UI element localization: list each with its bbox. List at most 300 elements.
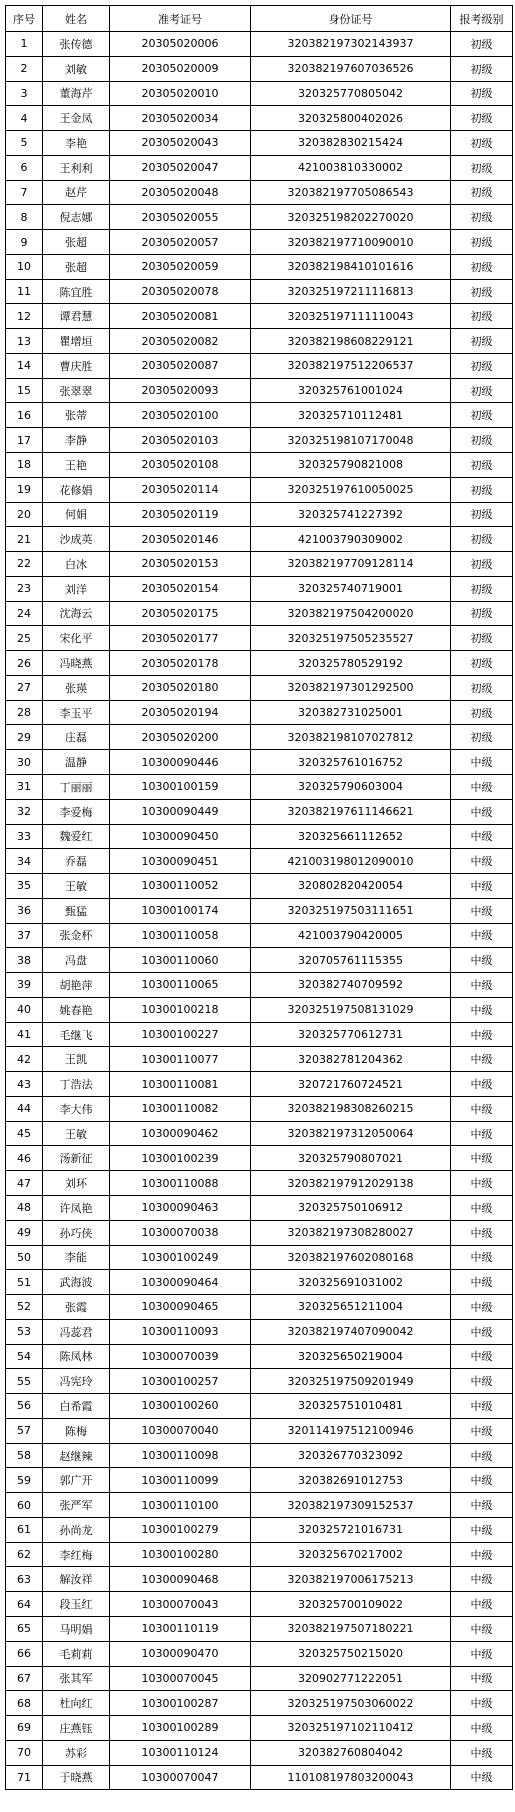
cell-id-number: 320325710112481: [251, 403, 451, 428]
cell-id-number: 320325651211004: [251, 1295, 451, 1320]
cell-exam-level: 初级: [451, 453, 513, 478]
cell-ticket-number: 20305020103: [110, 428, 251, 453]
cell-exam-level: 中级: [451, 1468, 513, 1493]
cell-name: 杜向红: [43, 1691, 110, 1716]
cell-name: 白希霞: [43, 1394, 110, 1419]
cell-id-number: 320325740719001: [251, 576, 451, 601]
cell-exam-level: 中级: [451, 1245, 513, 1270]
cell-ticket-number: 20305020108: [110, 453, 251, 478]
cell-ticket-number: 10300110081: [110, 1072, 251, 1097]
cell-ticket-number: 10300090465: [110, 1295, 251, 1320]
cell-index: 49: [6, 1220, 43, 1245]
cell-exam-level: 中级: [451, 1072, 513, 1097]
cell-name: 刘洋: [43, 576, 110, 601]
cell-ticket-number: 10300110077: [110, 1047, 251, 1072]
cell-exam-level: 中级: [451, 774, 513, 799]
cell-name: 张霞: [43, 1295, 110, 1320]
cell-id-number: 320382197308280027: [251, 1220, 451, 1245]
cell-exam-level: 初级: [451, 626, 513, 651]
cell-ticket-number: 10300110082: [110, 1096, 251, 1121]
cell-name: 张金杯: [43, 923, 110, 948]
cell-index: 34: [6, 849, 43, 874]
cell-exam-level: 中级: [451, 923, 513, 948]
cell-id-number: 320705761115355: [251, 948, 451, 973]
table-row: [6, 1369, 513, 1394]
cell-index: 5: [6, 131, 43, 156]
cell-exam-level: 初级: [451, 304, 513, 329]
cell-name: 许凤艳: [43, 1195, 110, 1220]
cell-ticket-number: 20305020009: [110, 56, 251, 81]
cell-id-number: 320325197610050025: [251, 477, 451, 502]
cell-ticket-number: 10300110088: [110, 1171, 251, 1196]
cell-ticket-number: 20305020034: [110, 106, 251, 131]
cell-index: 65: [6, 1617, 43, 1642]
cell-id-number: 320325790807021: [251, 1146, 451, 1171]
cell-id-number: 320325691031002: [251, 1270, 451, 1295]
cell-exam-level: 中级: [451, 1096, 513, 1121]
cell-id-number: 320382197709128114: [251, 552, 451, 577]
cell-name: 李大伟: [43, 1096, 110, 1121]
table-row: [6, 1691, 513, 1716]
table-row: [6, 1344, 513, 1369]
cell-name: 李静: [43, 428, 110, 453]
table-row: [6, 973, 513, 998]
cell-ticket-number: 10300110060: [110, 948, 251, 973]
cell-id-number: 320382740709592: [251, 973, 451, 998]
cell-name: 张超: [43, 230, 110, 255]
table-row: [6, 230, 513, 255]
cell-index: 15: [6, 378, 43, 403]
cell-name: 毛继飞: [43, 1022, 110, 1047]
cell-ticket-number: 20305020180: [110, 675, 251, 700]
cell-index: 10: [6, 254, 43, 279]
cell-ticket-number: 10300100287: [110, 1691, 251, 1716]
table-row: [6, 1666, 513, 1691]
cell-index: 50: [6, 1245, 43, 1270]
cell-id-number: 320325650219004: [251, 1344, 451, 1369]
cell-id-number: 320382197312050064: [251, 1121, 451, 1146]
table-row: [6, 774, 513, 799]
cell-name: 甄猛: [43, 898, 110, 923]
table-row: [6, 1567, 513, 1592]
table-row: [6, 1542, 513, 1567]
cell-name: 李爱梅: [43, 799, 110, 824]
cell-id-number: 320325761016752: [251, 750, 451, 775]
cell-exam-level: 中级: [451, 1344, 513, 1369]
table-row: [6, 824, 513, 849]
cell-exam-level: 初级: [451, 403, 513, 428]
cell-index: 4: [6, 106, 43, 131]
table-row: [6, 1171, 513, 1196]
table-row: [6, 1022, 513, 1047]
header-name: 姓名: [43, 6, 110, 32]
cell-exam-level: 中级: [451, 1047, 513, 1072]
table-row: [6, 1740, 513, 1765]
cell-ticket-number: 20305020043: [110, 131, 251, 156]
cell-index: 44: [6, 1096, 43, 1121]
table-row: [6, 626, 513, 651]
cell-id-number: 320325670217002: [251, 1542, 451, 1567]
cell-id-number: 320382197006175213: [251, 1567, 451, 1592]
cell-id-number: 320382731025001: [251, 700, 451, 725]
cell-exam-level: 初级: [451, 81, 513, 106]
cell-id-number: 320382197602080168: [251, 1245, 451, 1270]
cell-ticket-number: 10300110124: [110, 1740, 251, 1765]
cell-index: 48: [6, 1195, 43, 1220]
cell-ticket-number: 20305020114: [110, 477, 251, 502]
cell-id-number: 320325197111110043: [251, 304, 451, 329]
table-row: [6, 378, 513, 403]
cell-exam-level: 初级: [451, 230, 513, 255]
cell-id-number: 320325197503060022: [251, 1691, 451, 1716]
cell-name: 沈海云: [43, 601, 110, 626]
cell-ticket-number: 20305020178: [110, 651, 251, 676]
cell-id-number: 320325770612731: [251, 1022, 451, 1047]
cell-index: 38: [6, 948, 43, 973]
cell-index: 23: [6, 576, 43, 601]
header-index: 序号: [6, 6, 43, 32]
table-row: [6, 725, 513, 750]
cell-ticket-number: 20305020006: [110, 32, 251, 57]
cell-ticket-number: 10300110093: [110, 1319, 251, 1344]
cell-ticket-number: 10300070040: [110, 1418, 251, 1443]
cell-exam-level: 中级: [451, 1740, 513, 1765]
cell-exam-level: 初级: [451, 353, 513, 378]
table-row: [6, 1443, 513, 1468]
cell-exam-level: 中级: [451, 1691, 513, 1716]
cell-exam-level: 初级: [451, 700, 513, 725]
cell-name: 庄燕钰: [43, 1716, 110, 1741]
cell-exam-level: 初级: [451, 552, 513, 577]
cell-id-number: 320325770805042: [251, 81, 451, 106]
header-exam-level: 报考级别: [451, 6, 513, 32]
table-row: [6, 155, 513, 180]
cell-name: 姚春艳: [43, 997, 110, 1022]
cell-ticket-number: 10300100260: [110, 1394, 251, 1419]
cell-name: 倪志娜: [43, 205, 110, 230]
cell-index: 13: [6, 329, 43, 354]
cell-index: 30: [6, 750, 43, 775]
cell-id-number: 320325197211116813: [251, 279, 451, 304]
table-row: [6, 56, 513, 81]
table-row: [6, 1047, 513, 1072]
cell-name: 刘环: [43, 1171, 110, 1196]
cell-name: 张蒂: [43, 403, 110, 428]
cell-index: 61: [6, 1517, 43, 1542]
cell-name: 曹庆胜: [43, 353, 110, 378]
table-row: [6, 81, 513, 106]
cell-index: 35: [6, 874, 43, 899]
cell-id-number: 320325721016731: [251, 1517, 451, 1542]
table-row: [6, 502, 513, 527]
cell-ticket-number: 10300110058: [110, 923, 251, 948]
cell-exam-level: 中级: [451, 1617, 513, 1642]
table-body: [6, 32, 513, 1790]
cell-ticket-number: 10300090451: [110, 849, 251, 874]
cell-index: 20: [6, 502, 43, 527]
cell-index: 3: [6, 81, 43, 106]
cell-name: 赵芹: [43, 180, 110, 205]
cell-id-number: 320382197407090042: [251, 1319, 451, 1344]
cell-exam-level: 中级: [451, 849, 513, 874]
cell-index: 26: [6, 651, 43, 676]
table-row: [6, 1146, 513, 1171]
cell-index: 7: [6, 180, 43, 205]
cell-id-number: 320325800402026: [251, 106, 451, 131]
cell-exam-level: 初级: [451, 576, 513, 601]
table-row: [6, 1121, 513, 1146]
cell-ticket-number: 10300110098: [110, 1443, 251, 1468]
table-row: [6, 1716, 513, 1741]
cell-index: 39: [6, 973, 43, 998]
cell-name: 王金凤: [43, 106, 110, 131]
cell-ticket-number: 20305020177: [110, 626, 251, 651]
cell-ticket-number: 20305020153: [110, 552, 251, 577]
cell-exam-level: 中级: [451, 1146, 513, 1171]
cell-name: 李玉平: [43, 700, 110, 725]
table-row: [6, 527, 513, 552]
cell-index: 52: [6, 1295, 43, 1320]
cell-id-number: 320382198107027812: [251, 725, 451, 750]
cell-index: 45: [6, 1121, 43, 1146]
table-row: [6, 997, 513, 1022]
cell-id-number: 320325750215020: [251, 1641, 451, 1666]
cell-index: 37: [6, 923, 43, 948]
table-row: [6, 576, 513, 601]
cell-name: 毛莉莉: [43, 1641, 110, 1666]
cell-id-number: 320325750106912: [251, 1195, 451, 1220]
cell-exam-level: 中级: [451, 1369, 513, 1394]
cell-id-number: 320382198410101616: [251, 254, 451, 279]
cell-name: 王敏: [43, 1121, 110, 1146]
cell-index: 29: [6, 725, 43, 750]
cell-ticket-number: 20305020010: [110, 81, 251, 106]
cell-name: 张其军: [43, 1666, 110, 1691]
cell-id-number: 320325780529192: [251, 651, 451, 676]
cell-exam-level: 初级: [451, 180, 513, 205]
cell-id-number: 320325751010481: [251, 1394, 451, 1419]
cell-exam-level: 中级: [451, 997, 513, 1022]
cell-exam-level: 中级: [451, 1716, 513, 1741]
cell-id-number: 320325197503111651: [251, 898, 451, 923]
table-row: [6, 329, 513, 354]
cell-name: 宋化平: [43, 626, 110, 651]
cell-index: 60: [6, 1493, 43, 1518]
cell-index: 12: [6, 304, 43, 329]
table-row: [6, 1517, 513, 1542]
table-row: [6, 205, 513, 230]
cell-exam-level: 初级: [451, 477, 513, 502]
cell-name: 赵继辣: [43, 1443, 110, 1468]
cell-index: 9: [6, 230, 43, 255]
cell-exam-level: 初级: [451, 56, 513, 81]
cell-name: 王凯: [43, 1047, 110, 1072]
cell-index: 64: [6, 1592, 43, 1617]
table-header-row: [6, 6, 513, 32]
candidate-table: [5, 5, 513, 1790]
cell-exam-level: 中级: [451, 1641, 513, 1666]
cell-id-number: 320325790603004: [251, 774, 451, 799]
cell-ticket-number: 10300100174: [110, 898, 251, 923]
cell-id-number: 320325761001024: [251, 378, 451, 403]
cell-ticket-number: 10300110052: [110, 874, 251, 899]
cell-index: 47: [6, 1171, 43, 1196]
cell-name: 于晓燕: [43, 1765, 110, 1790]
cell-exam-level: 中级: [451, 750, 513, 775]
cell-name: 冯蕊君: [43, 1319, 110, 1344]
table-row: [6, 1270, 513, 1295]
cell-exam-level: 初级: [451, 378, 513, 403]
cell-index: 19: [6, 477, 43, 502]
cell-id-number: 320325700109022: [251, 1592, 451, 1617]
cell-index: 58: [6, 1443, 43, 1468]
table-row: [6, 948, 513, 973]
cell-index: 2: [6, 56, 43, 81]
cell-exam-level: 中级: [451, 1270, 513, 1295]
table-row: [6, 898, 513, 923]
cell-id-number: 110108197803200043: [251, 1765, 451, 1790]
cell-index: 62: [6, 1542, 43, 1567]
cell-ticket-number: 20305020194: [110, 700, 251, 725]
cell-exam-level: 初级: [451, 254, 513, 279]
cell-exam-level: 中级: [451, 1220, 513, 1245]
cell-exam-level: 中级: [451, 1394, 513, 1419]
cell-exam-level: 中级: [451, 824, 513, 849]
table-row: [6, 1220, 513, 1245]
cell-ticket-number: 10300090449: [110, 799, 251, 824]
cell-exam-level: 初级: [451, 205, 513, 230]
cell-index: 54: [6, 1344, 43, 1369]
table-row: [6, 279, 513, 304]
cell-ticket-number: 20305020175: [110, 601, 251, 626]
cell-id-number: 320382197504200020: [251, 601, 451, 626]
cell-index: 69: [6, 1716, 43, 1741]
cell-ticket-number: 10300110100: [110, 1493, 251, 1518]
table-row: [6, 1418, 513, 1443]
cell-ticket-number: 10300070043: [110, 1592, 251, 1617]
table-row: [6, 923, 513, 948]
cell-index: 59: [6, 1468, 43, 1493]
cell-id-number: 320114197512100946: [251, 1418, 451, 1443]
cell-id-number: 421003790420005: [251, 923, 451, 948]
table-row: [6, 1072, 513, 1097]
cell-ticket-number: 20305020078: [110, 279, 251, 304]
cell-exam-level: 中级: [451, 1319, 513, 1344]
cell-name: 王利利: [43, 155, 110, 180]
cell-index: 56: [6, 1394, 43, 1419]
cell-ticket-number: 10300100257: [110, 1369, 251, 1394]
cell-index: 21: [6, 527, 43, 552]
cell-ticket-number: 20305020100: [110, 403, 251, 428]
table-row: [6, 651, 513, 676]
cell-exam-level: 初级: [451, 131, 513, 156]
cell-ticket-number: 10300090462: [110, 1121, 251, 1146]
cell-exam-level: 初级: [451, 675, 513, 700]
cell-ticket-number: 10300100227: [110, 1022, 251, 1047]
cell-name: 陈宜胜: [43, 279, 110, 304]
table-row: [6, 1245, 513, 1270]
cell-id-number: 320382197607036526: [251, 56, 451, 81]
cell-exam-level: 初级: [451, 725, 513, 750]
cell-id-number: 320382197302143937: [251, 32, 451, 57]
cell-name: 沙成英: [43, 527, 110, 552]
cell-ticket-number: 10300090468: [110, 1567, 251, 1592]
table-row: [6, 1641, 513, 1666]
table-row: [6, 1592, 513, 1617]
cell-ticket-number: 20305020154: [110, 576, 251, 601]
cell-ticket-number: 10300110065: [110, 973, 251, 998]
cell-name: 张翠翠: [43, 378, 110, 403]
cell-exam-level: 中级: [451, 1765, 513, 1790]
cell-name: 胡艳萍: [43, 973, 110, 998]
cell-exam-level: 中级: [451, 948, 513, 973]
cell-ticket-number: 10300090446: [110, 750, 251, 775]
table-row: [6, 1319, 513, 1344]
cell-exam-level: 中级: [451, 1542, 513, 1567]
cell-exam-level: 初级: [451, 106, 513, 131]
cell-id-number: 320382197507180221: [251, 1617, 451, 1642]
cell-exam-level: 中级: [451, 799, 513, 824]
cell-index: 6: [6, 155, 43, 180]
cell-id-number: 320382197912029138: [251, 1171, 451, 1196]
cell-name: 张严军: [43, 1493, 110, 1518]
table-row: [6, 304, 513, 329]
cell-name: 何娟: [43, 502, 110, 527]
table-row: [6, 428, 513, 453]
cell-id-number: 320382830215424: [251, 131, 451, 156]
cell-name: 陈梅: [43, 1418, 110, 1443]
cell-id-number: 320382197301292500: [251, 675, 451, 700]
cell-name: 温静: [43, 750, 110, 775]
cell-exam-level: 初级: [451, 279, 513, 304]
cell-ticket-number: 20305020048: [110, 180, 251, 205]
cell-ticket-number: 10300090464: [110, 1270, 251, 1295]
cell-index: 71: [6, 1765, 43, 1790]
table-row: [6, 874, 513, 899]
cell-ticket-number: 10300100239: [110, 1146, 251, 1171]
cell-index: 36: [6, 898, 43, 923]
cell-id-number: 320802820420054: [251, 874, 451, 899]
cell-index: 70: [6, 1740, 43, 1765]
cell-id-number: 421003198012090010: [251, 849, 451, 874]
cell-ticket-number: 10300100159: [110, 774, 251, 799]
cell-id-number: 421003810330002: [251, 155, 451, 180]
cell-name: 白冰: [43, 552, 110, 577]
cell-id-number: 421003790309002: [251, 527, 451, 552]
cell-name: 谭君慧: [43, 304, 110, 329]
cell-index: 16: [6, 403, 43, 428]
table-row: [6, 675, 513, 700]
cell-index: 11: [6, 279, 43, 304]
cell-name: 王艳: [43, 453, 110, 478]
cell-exam-level: 中级: [451, 1171, 513, 1196]
cell-index: 55: [6, 1369, 43, 1394]
cell-exam-level: 中级: [451, 898, 513, 923]
table-row: [6, 601, 513, 626]
cell-name: 李红梅: [43, 1542, 110, 1567]
cell-ticket-number: 10300100279: [110, 1517, 251, 1542]
cell-name: 段玉红: [43, 1592, 110, 1617]
cell-index: 67: [6, 1666, 43, 1691]
cell-name: 丁丽丽: [43, 774, 110, 799]
table-row: [6, 1394, 513, 1419]
cell-ticket-number: 10300100280: [110, 1542, 251, 1567]
cell-exam-level: 中级: [451, 1195, 513, 1220]
cell-ticket-number: 20305020081: [110, 304, 251, 329]
cell-ticket-number: 10300100289: [110, 1716, 251, 1741]
cell-ticket-number: 10300070047: [110, 1765, 251, 1790]
cell-id-number: 320325198107170048: [251, 428, 451, 453]
